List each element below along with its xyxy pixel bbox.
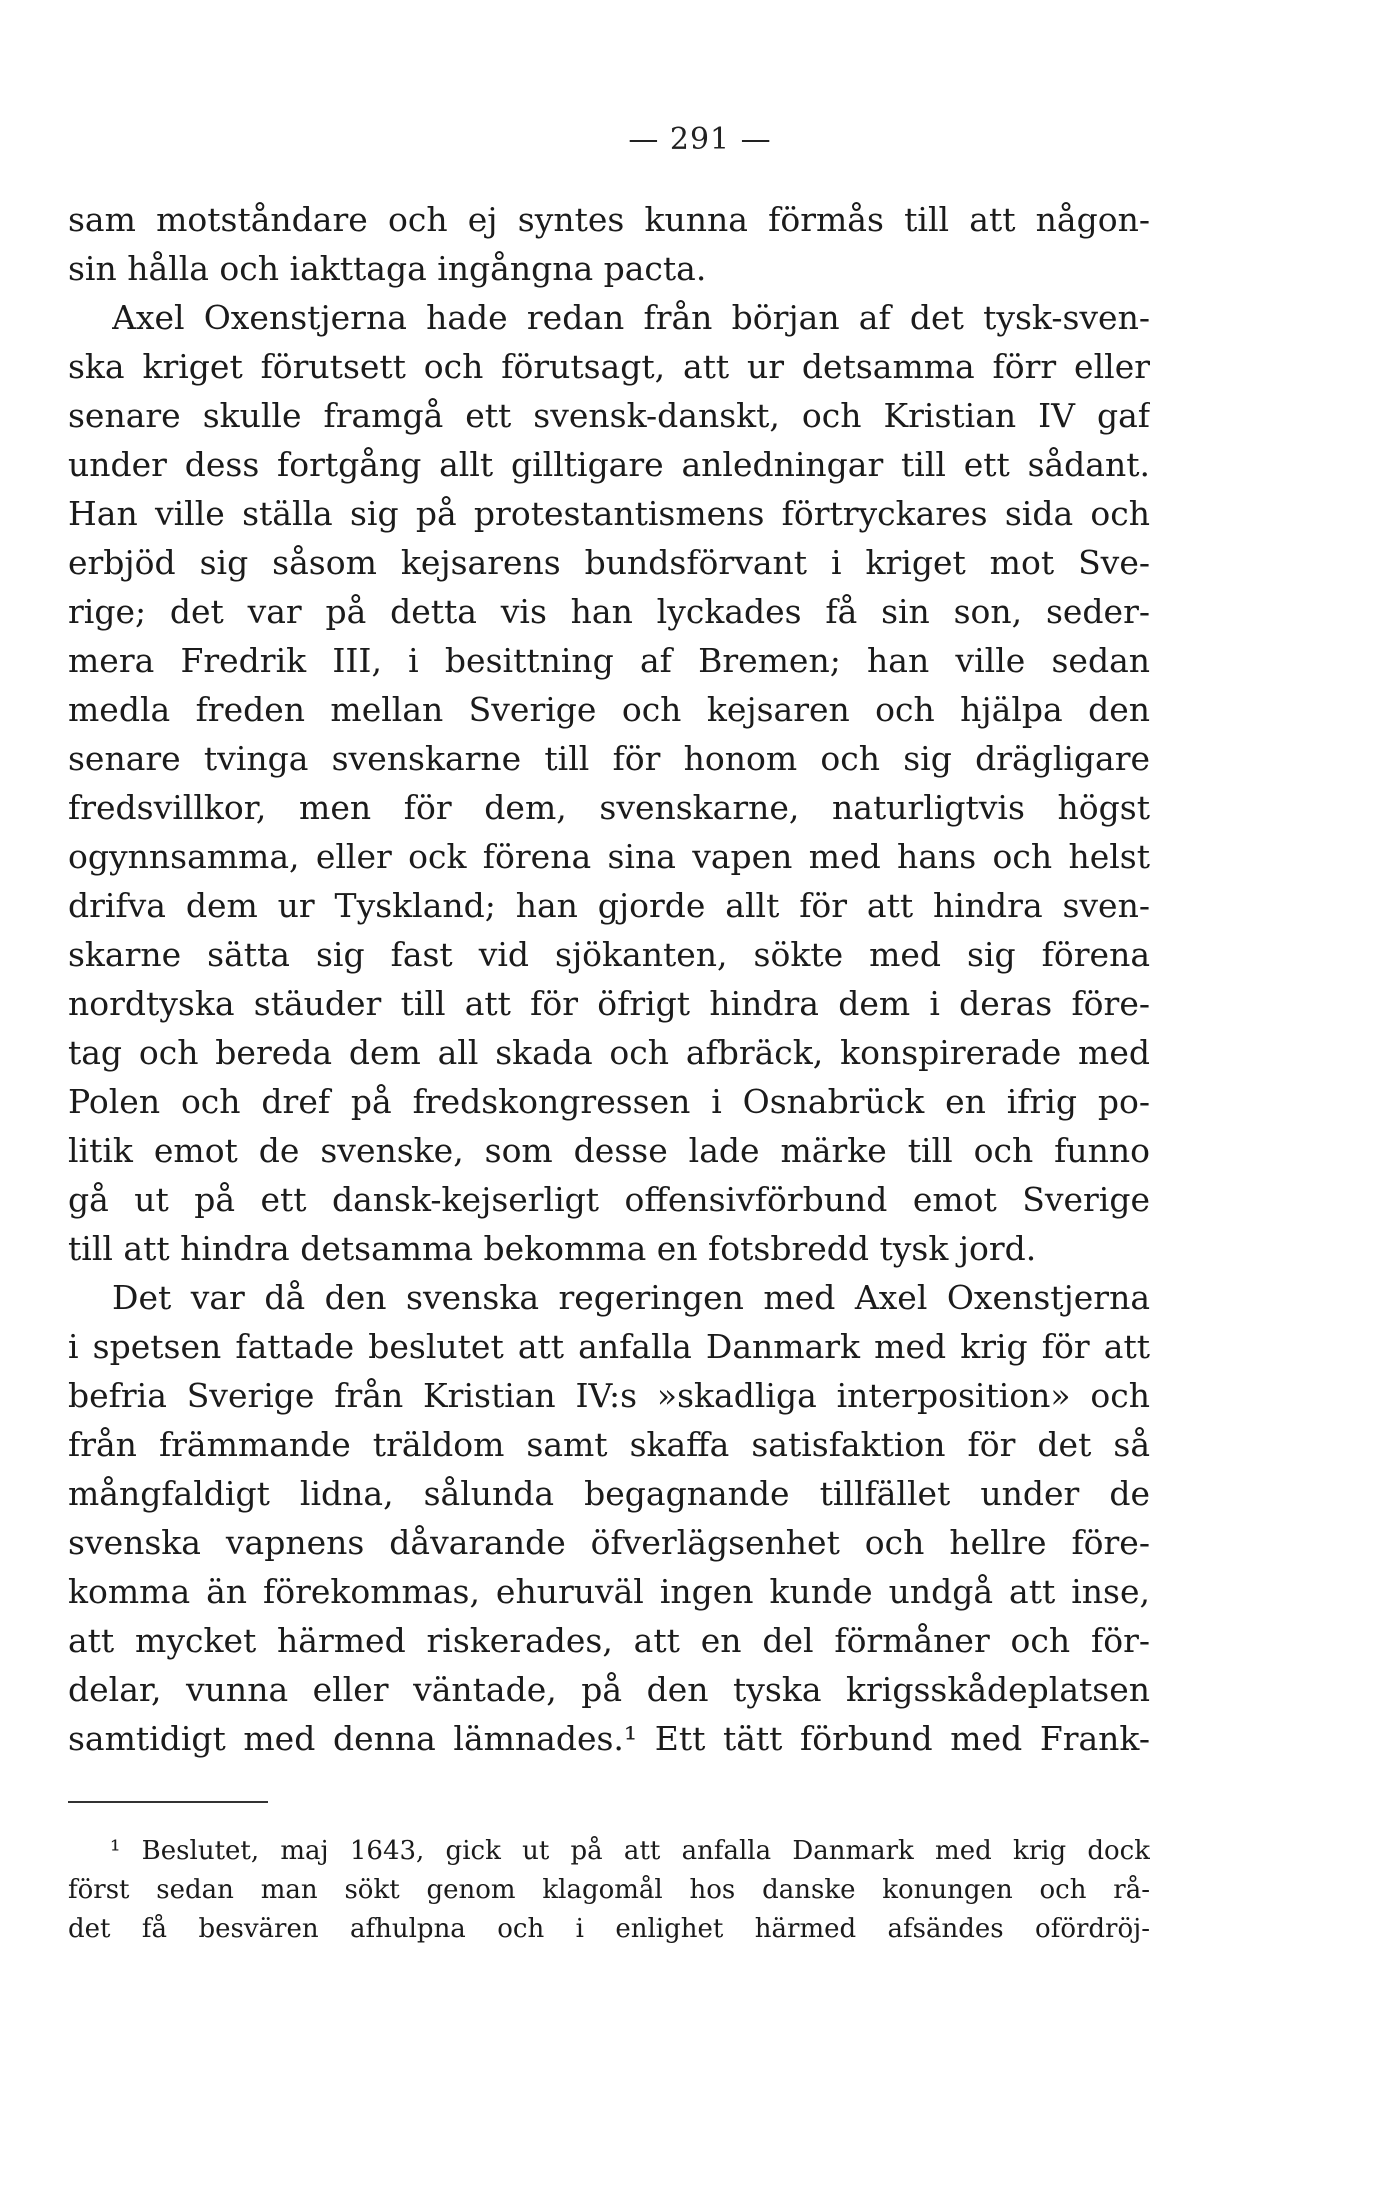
body-line: rige; det var på detta vis han lyckades få sin son, seder- (68, 592, 1150, 631)
body-line: svenska vapnens dåvarande öfverlägsenhet och hellre före- (68, 1523, 1150, 1562)
body-line: sam motståndare och ej syntes kunna förmås till att någon- (68, 200, 1150, 239)
body-line: senare skulle framgå ett svensk-danskt, och Kristian IV gaf (68, 396, 1150, 435)
footnote-line: ¹ Beslutet, maj 1643, gick ut på att anfalla Danmark med krig dock (110, 1836, 1150, 1866)
body-line: samtidigt med denna lämnades.¹ Ett tätt förbund med Frank- (68, 1719, 1150, 1758)
body-line: från främmande träldom samt skaffa satisfaktion för det så (68, 1425, 1150, 1464)
body-line: litik emot de svenske, som desse lade märke till och funno (68, 1131, 1150, 1170)
page-number: — 291 — (628, 122, 772, 157)
body-line: erbjöd sig såsom kejsarens bundsförvant i kriget mot Sve- (68, 543, 1150, 582)
body-line: under dess fortgång allt gilltigare anledningar till ett sådant. (68, 445, 1150, 484)
body-line: befria Sverige från Kristian IV:s »skadliga interposition» och (68, 1376, 1150, 1415)
body-line: Polen och dref på fredskongressen i Osnabrück en ifrig po- (68, 1082, 1150, 1121)
body-line: delar, vunna eller väntade, på den tyska krigsskådeplatsen (68, 1670, 1150, 1709)
body-line: tag och bereda dem all skada och afbräck, konspirerade med (68, 1033, 1150, 1072)
body-line: sin hålla och iakttaga ingångna pacta. (68, 249, 707, 288)
body-line: att mycket härmed riskerades, att en del förmåner och för- (68, 1621, 1150, 1660)
body-line: mera Fredrik III, i besittning af Bremen; han ville sedan (68, 641, 1150, 680)
body-line: fredsvillkor, men för dem, svenskarne, naturligtvis högst (68, 788, 1150, 827)
body-line: i spetsen fattade beslutet att anfalla Danmark med krig för att (68, 1327, 1150, 1366)
footnote-divider (68, 1801, 268, 1803)
footnote-line: först sedan man sökt genom klagomål hos danske konungen och rå- (68, 1875, 1150, 1905)
body-line: mångfaldigt lidna, sålunda begagnande tillfället under de (68, 1474, 1150, 1513)
footnote-line: det få besvären afhulpna och i enlighet härmed afsändes ofördröj- (68, 1914, 1150, 1944)
body-line: ska kriget förutsett och förutsagt, att ur detsamma förr eller (68, 347, 1150, 386)
body-line: ogynnsamma, eller ock förena sina vapen med hans och helst (68, 837, 1150, 876)
body-line: Axel Oxenstjerna hade redan från början af det tysk-sven- (112, 298, 1150, 337)
body-line: gå ut på ett dansk-kejserligt offensivförbund emot Sverige (68, 1180, 1150, 1219)
body-line: Han ville ställa sig på protestantismens förtryckares sida och (68, 494, 1150, 533)
body-line: till att hindra detsamma bekomma en fotsbredd tysk jord. (68, 1229, 1037, 1268)
body-line: komma än förekommas, ehuruväl ingen kunde undgå att inse, (68, 1572, 1150, 1611)
body-line: Det var då den svenska regeringen med Axel Oxenstjerna (112, 1278, 1150, 1317)
body-line: nordtyska stäuder till att för öfrigt hindra dem i deras före- (68, 984, 1150, 1023)
body-line: medla freden mellan Sverige och kejsaren och hjälpa den (68, 690, 1150, 729)
body-line: drifva dem ur Tyskland; han gjorde allt för att hindra sven- (68, 886, 1150, 925)
body-line: skarne sätta sig fast vid sjökanten, sökte med sig förena (68, 935, 1150, 974)
body-line: senare tvinga svenskarne till för honom och sig drägligare (68, 739, 1150, 778)
